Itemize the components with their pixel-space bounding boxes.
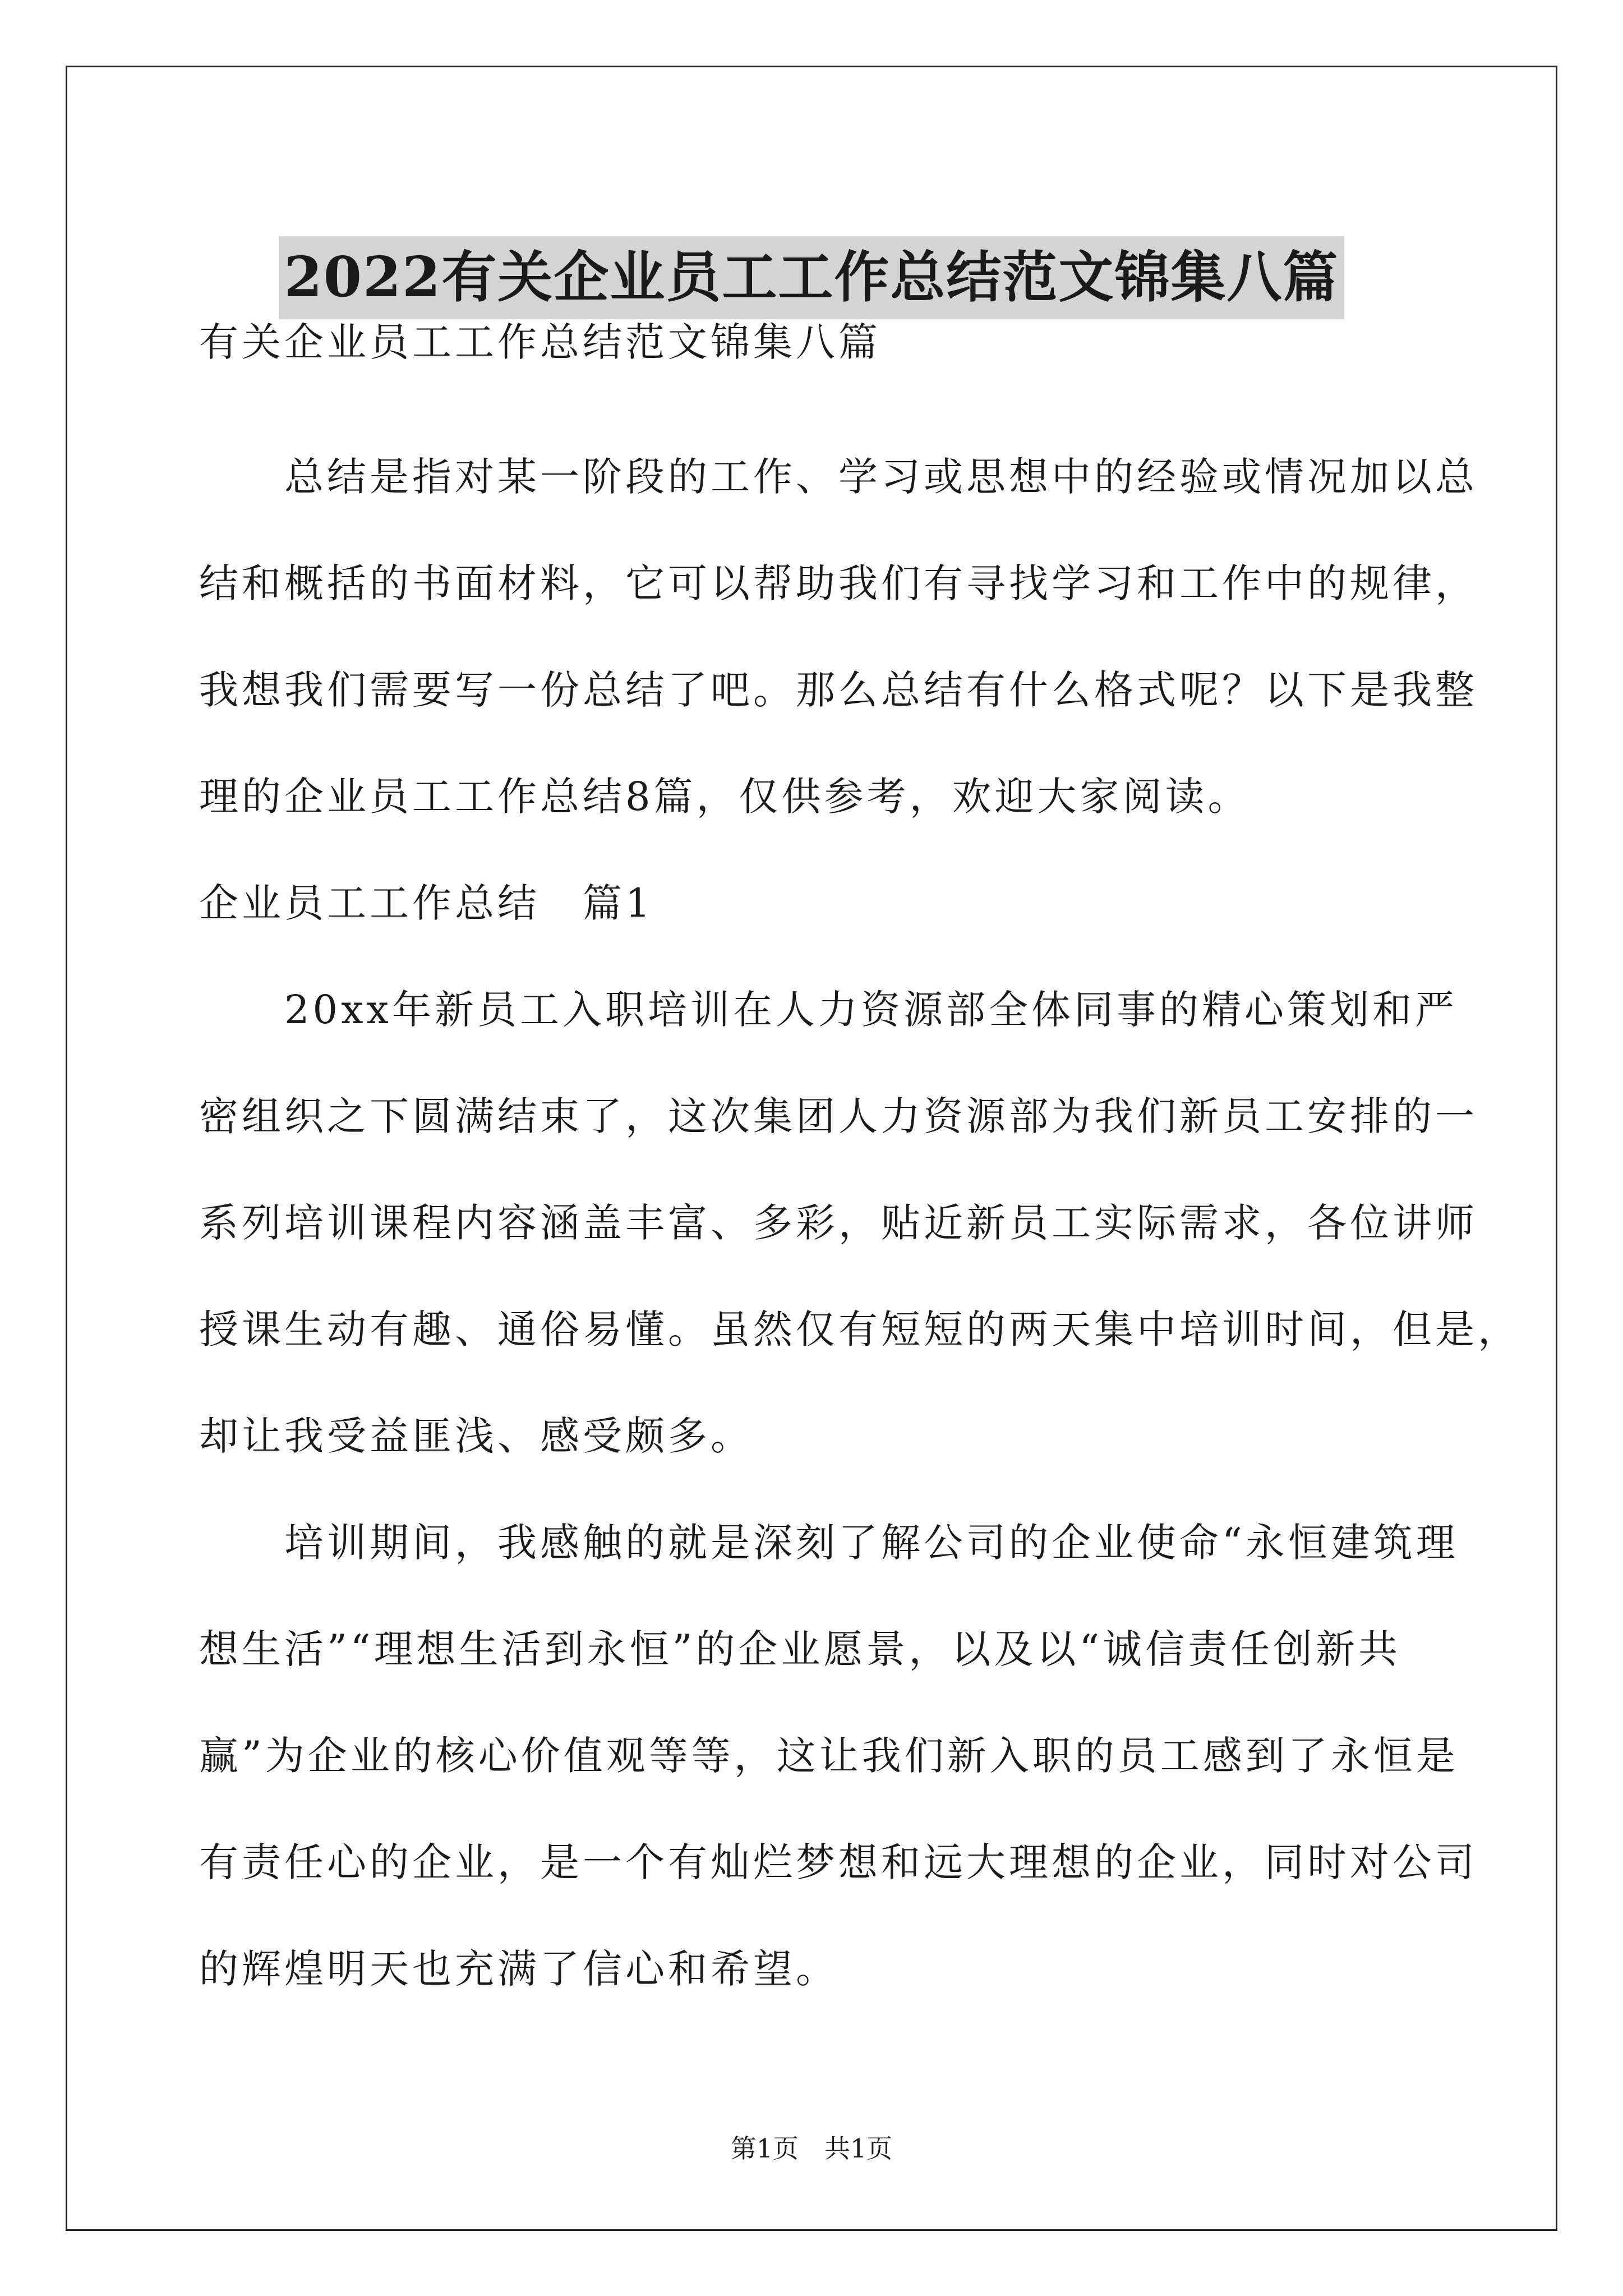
paragraph-line: 却让我受益匪浅、感受颇多。 bbox=[199, 1413, 753, 1459]
paragraph-line: 系列培训课程内容涵盖丰富、多彩，贴近新员工实际需求，各位讲师 bbox=[199, 1200, 1478, 1246]
paragraph-line: 想生活”“理想生活到永恒”的企业愿景，以及以“诚信责任创新共 bbox=[199, 1626, 1401, 1672]
paragraph-line: 有责任心的企业，是一个有灿烂梦想和远大理想的企业，同时对公司 bbox=[199, 1839, 1478, 1885]
page-border bbox=[66, 66, 1557, 2231]
paragraph-line: 我想我们需要写一份总结了吧。那么总结有什么格式呢？以下是我整 bbox=[199, 667, 1478, 713]
paragraph-line: 20xx年新员工入职培训在人力资源部全体同事的精心策划和严 bbox=[199, 987, 1458, 1033]
paragraph-line: 培训期间，我感触的就是深刻了解公司的企业使命“永恒建筑理 bbox=[199, 1520, 1459, 1566]
document-title: 2022有关企业员工工作总结范文锦集八篇 bbox=[279, 236, 1345, 319]
section-heading: 企业员工工作总结 篇1 bbox=[199, 880, 654, 926]
paragraph-line: 授课生动有趣、通俗易懂。虽然仅有短短的两天集中培训时间，但是， bbox=[199, 1306, 1520, 1352]
paragraph-line: 密组织之下圆满结束了，这次集团人力资源部为我们新员工安排的一 bbox=[199, 1093, 1478, 1139]
paragraph-line: 赢”为企业的核心价值观等等，这让我们新入职的员工感到了永恒是 bbox=[199, 1733, 1459, 1779]
paragraph-line: 的辉煌明天也充满了信心和希望。 bbox=[199, 1946, 838, 1992]
page-footer: 第1页 共1页 bbox=[730, 2133, 893, 2164]
paragraph-line: 总结是指对某一阶段的工作、学习或思想中的经验或情况加以总 bbox=[199, 454, 1478, 500]
paragraph-line: 理的企业员工工作总结8篇，仅供参考，欢迎大家阅读。 bbox=[199, 774, 1251, 820]
document-subtitle: 有关企业员工工作总结范文锦集八篇 bbox=[199, 319, 881, 365]
paragraph-line: 结和概括的书面材料，它可以帮助我们有寻找学习和工作中的规律， bbox=[199, 560, 1478, 606]
